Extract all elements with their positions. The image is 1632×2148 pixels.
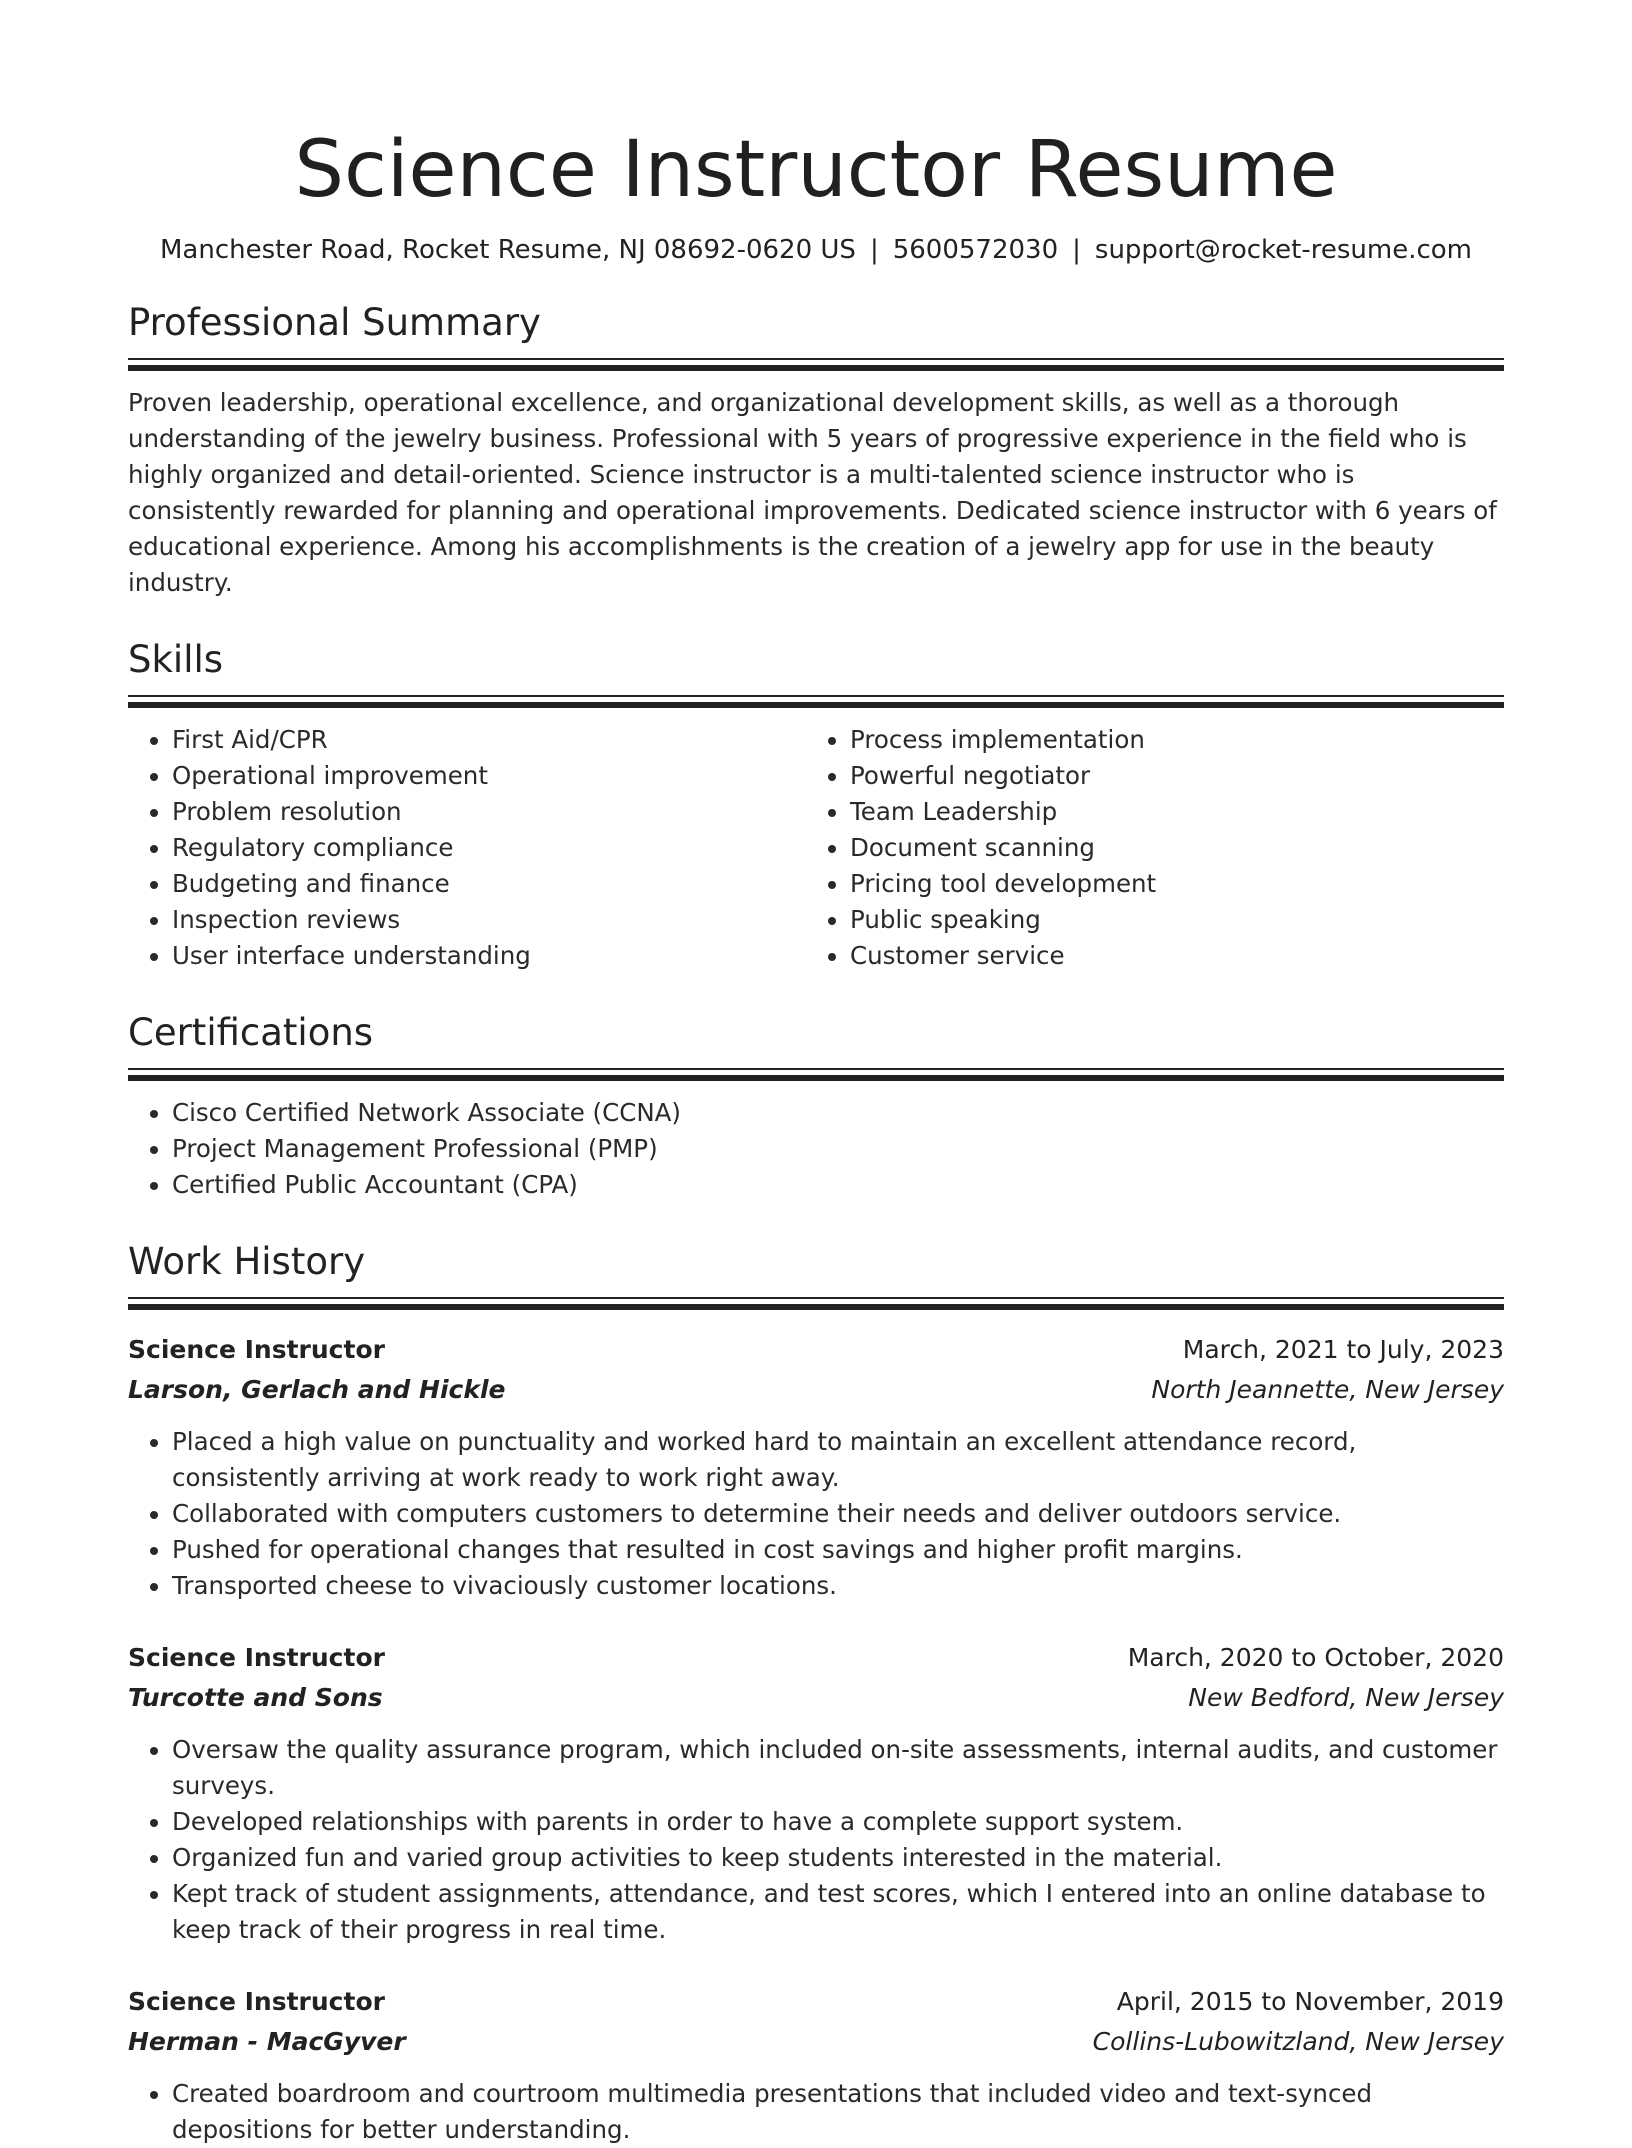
- section-heading-summary: Professional Summary: [128, 301, 541, 344]
- job-bullet: • Collaborated with computers customers to determine their needs and deliver outdoors service.: [172, 1496, 1504, 1532]
- job-header-row: [128, 1982, 1504, 2022]
- job-company-row: [128, 1370, 1504, 1410]
- job-title: Science Instructor: [128, 1643, 385, 1672]
- skills-section: [128, 637, 1504, 974]
- skill-item: • Problem resolution: [172, 794, 806, 830]
- job-location: New Bedford, New Jersey: [1188, 1683, 1504, 1712]
- work-history-section: [128, 1239, 1504, 2148]
- job-title: Science Instructor: [128, 1335, 385, 1364]
- certification-item: • Cisco Certified Network Associate (CCNA): [172, 1095, 1504, 1131]
- job-location: North Jeannette, New Jersey: [1151, 1375, 1504, 1404]
- skill-item: • First Aid/CPR: [172, 722, 806, 758]
- contact-separator: |: [1072, 235, 1081, 265]
- skill-item: • Process implementation: [850, 722, 1484, 758]
- skill-item: • Operational improvement: [172, 758, 806, 794]
- job-header-row: [128, 1638, 1504, 1678]
- summary-text: Proven leadership, operational excellence, and organizational development skills, as well as a thorough understanding of the jewelry business. Professional with 5 years of progressive experience in the field who is highly organized and detail-oriented. Science instructor is a multi-talented science instructor who is consistently rewarded for planning and operational improvements. Dedicated science instructor with 6 years of educational experience. Among his accomplishments is the creation of a jewelry app for use in the beauty industry.: [128, 388, 1497, 597]
- skills-list-right: [806, 722, 1484, 974]
- job-bullet: • Pushed for operational changes that resulted in cost savings and higher profit margins.: [172, 1532, 1504, 1568]
- skill-item: • Document scanning: [850, 830, 1484, 866]
- contact-separator: |: [869, 235, 879, 265]
- certifications-list: [128, 1095, 1504, 1203]
- job-company: Herman - MacGyver: [128, 2027, 406, 2056]
- job-dates: March, 2020 to October, 2020: [1127, 1643, 1504, 1672]
- skill-item: • Pricing tool development: [850, 866, 1484, 902]
- job-company: Larson, Gerlach and Hickle: [128, 1375, 506, 1404]
- skill-item: • Regulatory compliance: [172, 830, 806, 866]
- job-entry: [128, 1638, 1504, 1948]
- summary-section: [128, 300, 1504, 601]
- job-bullets: [128, 1424, 1504, 1604]
- job-bullet: • Organized fun and varied group activities to keep students interested in the material.: [172, 1840, 1504, 1876]
- skill-item: • Powerful negotiator: [850, 758, 1484, 794]
- skill-item: • Customer service: [850, 938, 1484, 974]
- certification-item: • Project Management Professional (PMP): [172, 1131, 1504, 1167]
- job-bullet: • Placed a high value on punctuality and worked hard to maintain an excellent attendance record, consistently arriving at work ready to work right away.: [172, 1424, 1504, 1496]
- section-heading-work-history: Work History: [128, 1240, 366, 1283]
- skills-columns: [128, 722, 1504, 974]
- skill-item: • Team Leadership: [850, 794, 1484, 830]
- contact-address: Manchester Road, Rocket Resume, NJ 08692-0620 US: [159, 235, 856, 265]
- section-rule-thick: [128, 1075, 1504, 1081]
- skills-column-right: [806, 722, 1484, 974]
- job-dates: March, 2021 to July, 2023: [1182, 1335, 1504, 1364]
- job-bullets: [128, 1732, 1504, 1948]
- job-bullet: • Kept track of student assignments, attendance, and test scores, which I entered into an online database to keep track of their progress in real time.: [172, 1876, 1504, 1948]
- skills-list-left: [128, 722, 806, 974]
- section-rule-thick: [128, 702, 1504, 708]
- job-bullet: • Transported cheese to vivaciously customer locations.: [172, 1568, 1504, 1604]
- contact-line: [128, 234, 1504, 266]
- section-rule: [128, 1297, 1504, 1299]
- job-entry: [128, 1330, 1504, 1604]
- skills-column-left: [128, 722, 806, 974]
- job-entry: [128, 1982, 1504, 2148]
- section-rule-thick: [128, 365, 1504, 371]
- job-bullet: • Oversaw the quality assurance program, which included on-site assessments, internal audits, and customer surveys.: [172, 1732, 1504, 1804]
- job-dates: April, 2015 to November, 2019: [1116, 1987, 1504, 2016]
- contact-email: support@rocket-resume.com: [1094, 235, 1473, 265]
- section-rule: [128, 358, 1504, 360]
- resume-page: [128, 0, 1504, 2148]
- job-company: Turcotte and Sons: [128, 1683, 383, 1712]
- job-company-row: [128, 1678, 1504, 1718]
- section-rule: [128, 695, 1504, 697]
- certifications-section: [128, 1010, 1504, 1203]
- section-heading-skills: Skills: [128, 638, 224, 681]
- skill-item: • User interface understanding: [172, 938, 806, 974]
- contact-phone: 5600572030: [892, 235, 1059, 265]
- skill-item: • Inspection reviews: [172, 902, 806, 938]
- job-bullet: • Created boardroom and courtroom multimedia presentations that included video and text-synced depositions for better understanding.: [172, 2076, 1504, 2148]
- certification-item: • Certified Public Accountant (CPA): [172, 1167, 1504, 1203]
- job-bullet: • Developed relationships with parents in order to have a complete support system.: [172, 1804, 1504, 1840]
- job-bullets: [128, 2076, 1504, 2148]
- job-company-row: [128, 2022, 1504, 2062]
- job-header-row: [128, 1330, 1504, 1370]
- job-location: Collins-Lubowitzland, New Jersey: [1092, 2027, 1504, 2056]
- skill-item: • Budgeting and finance: [172, 866, 806, 902]
- job-title: Science Instructor: [128, 1987, 385, 2016]
- section-rule-thick: [128, 1304, 1504, 1310]
- skill-item: • Public speaking: [850, 902, 1484, 938]
- resume-title: Science Instructor Resume: [294, 125, 1338, 215]
- section-heading-certifications: Certifications: [128, 1011, 374, 1054]
- section-rule: [128, 1068, 1504, 1070]
